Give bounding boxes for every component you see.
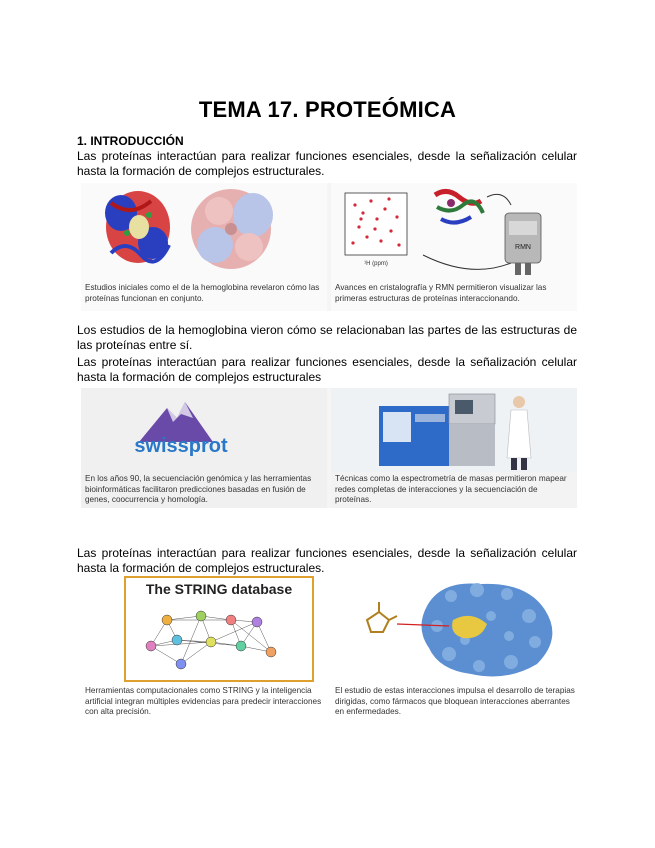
swissprot-caption: En los años 90, la secuenciación genómica y las herramientas bioinformáticas facilitaron predicciones basadas en fusión de genes, coocurrencia y homología.	[85, 474, 312, 504]
mass-spec-illustration	[331, 388, 577, 472]
section-heading: 1. INTRODUCCIÓN	[77, 134, 184, 148]
drug-target-caption: El estudio de estas interacciones impulsa el desarrollo de terapias dirigidas, como fármacos que bloquean interacciones aberrantes en enfermedades.	[335, 686, 575, 716]
paragraph-hemoglobin: Los estudios de la hemoglobina vieron cómo se relacionaban las partes de las estructuras de las proteínas entre sí.	[77, 323, 577, 352]
nmr-caption: Avances en cristalografía y RMN permitieron visualizar las primeras estructuras de proteínas interaccionando.	[335, 283, 547, 303]
nmr-figure	[331, 183, 577, 311]
figure-row-1	[81, 183, 577, 311]
swissprot-wordmark: swissprot	[134, 435, 228, 457]
string-figure	[81, 576, 327, 718]
hemoglobin-figure	[81, 183, 327, 311]
page-title: TEMA 17. PROTEÓMICA	[198, 97, 457, 122]
paragraph-interactions: Las proteínas interactúan para realizar funciones esenciales, desde la señalización celular hasta la formación de complejos estructurales.	[77, 546, 577, 575]
string-network	[81, 576, 327, 684]
scatter-x-label: ¹H (ppm)	[364, 261, 388, 267]
string-caption: Herramientas computacionales como STRING y la inteligencia artificial integran múltiples evidencias para predecir interacciones con alta precisión.	[85, 686, 322, 716]
figure-row-3	[81, 576, 577, 718]
mass-spec-caption: Técnicas como la espectrometría de masas permitieron mapear redes completas de interacciones y la secuenciación de proteínas.	[335, 474, 567, 504]
mass-spec-figure	[331, 388, 577, 508]
drug-target-figure	[331, 576, 577, 718]
hemoglobin-illustration	[81, 183, 327, 279]
swissprot-logo	[81, 388, 327, 472]
figure-row-2	[81, 388, 577, 508]
hemoglobin-caption: Estudios iniciales como el de la hemoglobina revelaron cómo las proteínas funcionan en conjunto.	[85, 283, 320, 303]
nmr-label: RMN	[515, 244, 531, 251]
nmr-illustration	[331, 183, 577, 279]
paragraph-functions: Las proteínas interactúan para realizar funciones esenciales, desde la señalización celular hasta la formación de complejos estructurales	[77, 355, 577, 384]
protein-surface-illustration	[331, 576, 577, 684]
swissprot-figure	[81, 388, 327, 508]
string-title: The STRING database	[145, 581, 293, 597]
intro-paragraph: Las proteínas interactúan para realizar funciones esenciales, desde la señalización celular hasta la formación de complejos estructurales.	[77, 149, 577, 178]
